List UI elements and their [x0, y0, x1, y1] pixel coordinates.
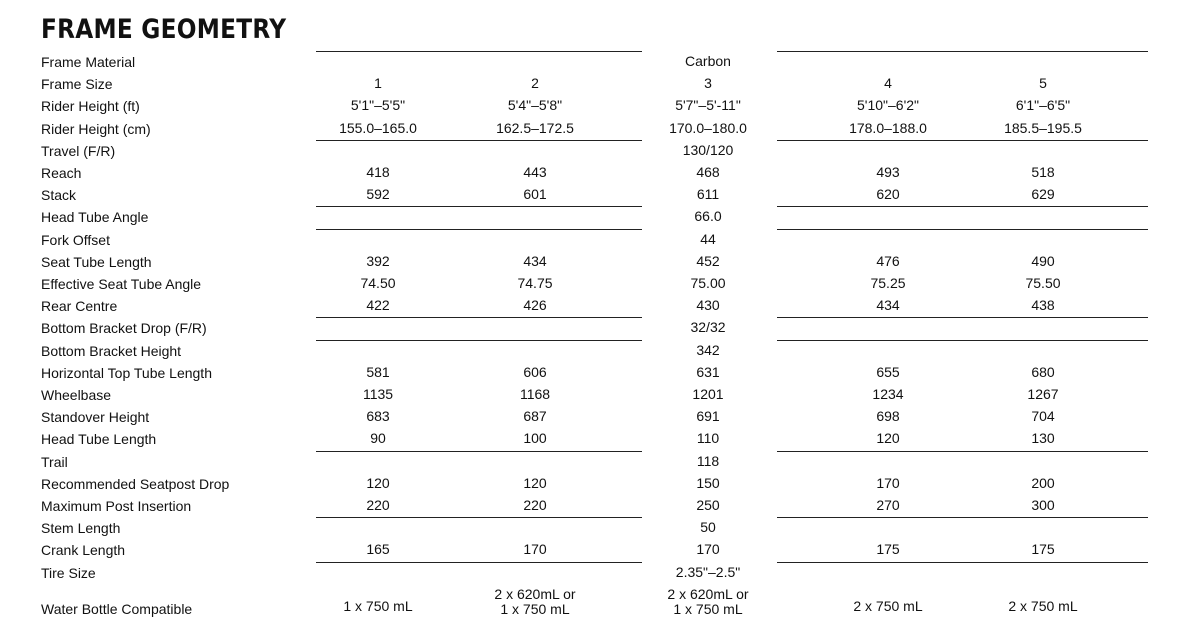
size-1-value: 1 x 750 mL — [343, 597, 413, 614]
divider — [777, 206, 1148, 207]
size-4-value: 120 — [876, 430, 900, 447]
row-label: Stem Length — [41, 520, 121, 537]
size-5-value: 629 — [1031, 186, 1055, 203]
size-1-value: 418 — [366, 164, 390, 180]
divider — [777, 340, 1148, 341]
size-4-value: 75.25 — [870, 275, 906, 291]
row-label: Effective Seat Tube Angle — [41, 276, 202, 292]
row-label: Head Tube Angle — [41, 209, 149, 226]
row-label: Maximum Post Insertion — [41, 498, 192, 514]
row-label: Horizontal Top Tube Length — [41, 364, 212, 381]
size-2-value: 687 — [523, 408, 547, 425]
row-label: Recommended Seatpost Drop — [41, 475, 230, 492]
row-label: Tire Size — [41, 564, 96, 581]
shared-value: 2.35"–2.5" — [675, 563, 741, 580]
size-2-value: 170 — [523, 541, 547, 558]
size-5-value: 1267 — [1027, 386, 1059, 402]
table-row — [0, 539, 1200, 561]
size-2-value: 162.5–172.5 — [496, 119, 574, 136]
divider — [316, 517, 642, 518]
table-row — [0, 229, 1200, 251]
table-row — [0, 118, 1200, 140]
size-4-value: 620 — [876, 186, 900, 203]
shared-value: 130/120 — [682, 141, 734, 158]
divider — [316, 229, 642, 230]
size-5-value: 200 — [1031, 474, 1055, 491]
shared-value: 32/32 — [690, 319, 726, 336]
size-5-value: 680 — [1031, 363, 1055, 380]
size-2-value: 606 — [523, 363, 547, 380]
size-5-value: 300 — [1031, 497, 1055, 513]
size-4-value: 175 — [876, 541, 900, 558]
table-row — [0, 206, 1200, 228]
row-label: Seat Tube Length — [41, 253, 152, 270]
row-label: Travel (F/R) — [41, 142, 116, 159]
size-1-value: 165 — [366, 541, 390, 558]
size-5-value: 704 — [1031, 408, 1055, 425]
table-row — [0, 140, 1200, 162]
size-1-value: 74.50 — [360, 275, 396, 291]
size-3-value: 1201 — [692, 386, 724, 402]
size-1-value: 155.0–165.0 — [339, 119, 417, 136]
size-5-value: 185.5–195.5 — [1004, 119, 1082, 136]
size-1-value: 90 — [370, 430, 386, 447]
size-2-value: 120 — [523, 474, 547, 491]
size-3-value: 3 — [704, 75, 712, 92]
size-4-value: 4 — [884, 75, 892, 92]
divider — [316, 206, 642, 207]
size-2-value: 100 — [523, 430, 547, 447]
divider — [777, 140, 1148, 141]
size-3-value: 691 — [696, 408, 720, 425]
table-row — [0, 562, 1200, 584]
divider — [777, 562, 1148, 563]
size-1-value: 1 — [374, 75, 382, 92]
size-1-value: 592 — [366, 186, 390, 203]
size-3-value: 170 — [696, 541, 720, 558]
size-2-value: 2 — [531, 75, 539, 92]
shared-value: 118 — [696, 452, 720, 469]
row-label: Reach — [41, 165, 82, 181]
table-row — [0, 517, 1200, 539]
size-1-value: 1135 — [362, 386, 394, 402]
row-label: Frame Material — [41, 54, 136, 70]
divider — [777, 517, 1148, 518]
size-1-value: 581 — [366, 363, 390, 380]
row-label: Fork Offset — [41, 231, 110, 248]
size-5-value: 2 x 750 mL — [1008, 597, 1078, 614]
size-3-value: 5'7"–5'-11" — [675, 97, 741, 114]
size-4-value: 178.0–188.0 — [849, 119, 927, 136]
size-2-value: 426 — [523, 297, 547, 314]
size-4-value: 655 — [876, 363, 900, 380]
table-row — [0, 340, 1200, 362]
table-row — [0, 51, 1200, 73]
row-label: Bottom Bracket Height — [41, 342, 182, 359]
size-4-value: 434 — [876, 297, 900, 314]
size-5-value: 130 — [1031, 430, 1055, 447]
size-2-value: 443 — [523, 164, 547, 180]
divider — [316, 451, 642, 452]
size-3-value: 75.00 — [690, 275, 726, 291]
size-4-value: 476 — [876, 252, 900, 269]
table-row — [0, 162, 1200, 184]
table-row — [0, 473, 1200, 495]
table-row — [0, 384, 1200, 406]
size-2-value: 601 — [523, 186, 547, 203]
divider — [777, 451, 1148, 452]
row-label: Wheelbase — [41, 387, 112, 403]
shared-value: 66.0 — [694, 208, 722, 225]
table-row — [0, 451, 1200, 473]
shared-value: 342 — [696, 341, 720, 358]
page-title: FRAME GEOMETRY — [41, 14, 287, 45]
size-3-value: 452 — [696, 252, 720, 269]
divider — [316, 340, 642, 341]
row-label: Rider Height (cm) — [41, 120, 151, 137]
row-label: Rider Height (ft) — [41, 98, 140, 115]
size-5-value: 5 — [1039, 75, 1047, 92]
divider — [316, 317, 642, 318]
size-5-value: 438 — [1031, 297, 1055, 314]
size-3-value: 631 — [696, 363, 720, 380]
row-label: Trail — [41, 453, 68, 470]
size-1-value: 5'1"–5'5" — [350, 97, 406, 114]
size-1-value: 120 — [366, 474, 390, 491]
table-row — [0, 362, 1200, 384]
shared-value: Carbon — [685, 53, 731, 69]
size-2-value: 5'4"–5'8" — [507, 97, 563, 114]
size-3-value: 110 — [696, 430, 720, 447]
table-row — [0, 273, 1200, 295]
table-row — [0, 95, 1200, 117]
size-5-value: 490 — [1031, 252, 1055, 269]
size-4-value: 270 — [876, 497, 900, 513]
size-4-value: 1234 — [872, 386, 904, 402]
table-row — [0, 317, 1200, 339]
row-label: Water Bottle Compatible — [41, 600, 193, 617]
row-label: Bottom Bracket Drop (F/R) — [41, 320, 207, 337]
size-3-value: 468 — [696, 164, 720, 180]
table-row — [0, 251, 1200, 273]
size-4-value: 170 — [876, 474, 900, 491]
divider — [316, 140, 642, 141]
row-label: Head Tube Length — [41, 431, 157, 448]
table-row — [0, 428, 1200, 450]
size-4-value: 698 — [876, 408, 900, 425]
size-4-value: 2 x 750 mL — [853, 597, 923, 614]
size-2-value: 74.75 — [517, 275, 553, 291]
size-2-value: 220 — [523, 497, 547, 513]
table-row — [0, 406, 1200, 428]
row-label: Crank Length — [41, 542, 126, 559]
divider — [777, 317, 1148, 318]
table-row — [0, 585, 1200, 617]
size-1-value: 220 — [366, 497, 390, 513]
size-2-value: 1168 — [519, 386, 551, 402]
size-5-value: 75.50 — [1025, 275, 1061, 291]
size-1-value: 683 — [366, 408, 390, 425]
size-3-value: 250 — [696, 497, 720, 513]
shared-value: 50 — [700, 519, 716, 536]
table-row — [0, 184, 1200, 206]
row-label: Frame Size — [41, 76, 113, 93]
divider — [316, 562, 642, 563]
divider — [777, 229, 1148, 230]
size-1-value: 422 — [366, 297, 390, 314]
size-3-value: 611 — [696, 186, 720, 203]
shared-value: 44 — [700, 230, 716, 247]
size-1-value: 392 — [366, 252, 390, 269]
size-4-value: 493 — [876, 164, 900, 180]
size-2-value: 434 — [523, 252, 547, 269]
size-3-value: 2 x 620mL or 1 x 750 mL — [667, 585, 749, 617]
row-label: Standover Height — [41, 409, 150, 426]
size-3-value: 170.0–180.0 — [669, 119, 747, 136]
table-row — [0, 73, 1200, 95]
size-2-value: 2 x 620mL or 1 x 750 mL — [494, 585, 576, 617]
size-3-value: 150 — [696, 474, 720, 491]
row-label: Rear Centre — [41, 298, 118, 315]
divider — [777, 51, 1148, 52]
size-3-value: 430 — [696, 297, 720, 314]
table-row — [0, 295, 1200, 317]
size-5-value: 6'1"–6'5" — [1015, 97, 1071, 114]
table-row — [0, 495, 1200, 517]
size-5-value: 175 — [1031, 541, 1055, 558]
size-5-value: 518 — [1031, 164, 1055, 180]
divider — [316, 51, 642, 52]
row-label: Stack — [41, 187, 77, 204]
size-4-value: 5'10"–6'2" — [856, 97, 920, 114]
